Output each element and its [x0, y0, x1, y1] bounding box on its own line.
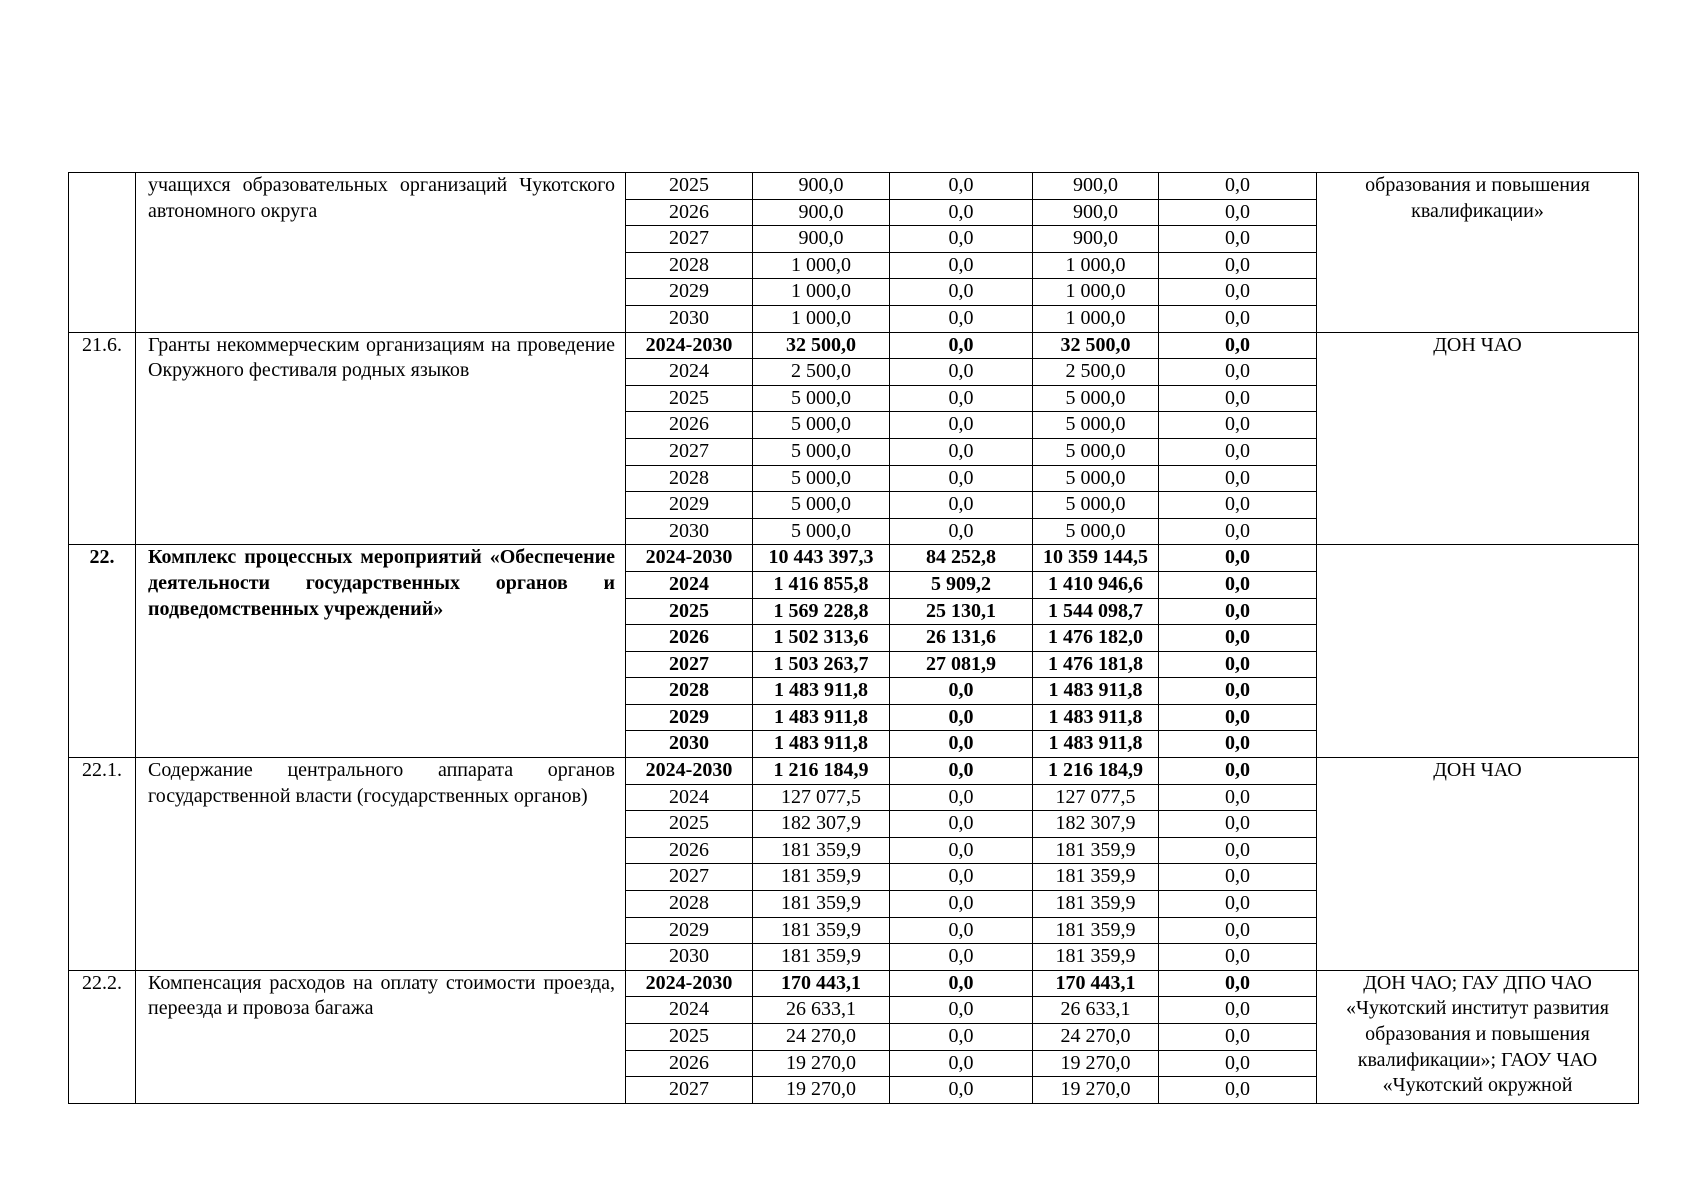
item-name: учащихся образовательных организаций Чукотского автономного округа: [148, 174, 615, 222]
executor-cell: образования и повышения квалификации»: [1317, 173, 1639, 333]
regional-budget-cell: 1 410 946,6: [1033, 571, 1159, 598]
item-name: Комплекс процессных мероприятий «Обеспечение деятельности государственных органов и подведомственных учреждений»: [148, 546, 615, 620]
total-cell: 5 000,0: [753, 438, 890, 465]
year-cell: 2029: [626, 704, 753, 731]
year-cell: 2025: [626, 1024, 753, 1051]
other-sources-cell: 0,0: [1159, 385, 1317, 412]
federal-budget-cell: 0,0: [890, 173, 1033, 200]
regional-budget-cell: 127 077,5: [1033, 784, 1159, 811]
total-cell: 5 000,0: [753, 492, 890, 519]
regional-budget-cell: 900,0: [1033, 199, 1159, 226]
item-name: Гранты некоммерческим организациям на проведение Окружного фестиваля родных языков: [148, 333, 615, 382]
year-cell: 2026: [626, 625, 753, 652]
total-cell: 1 483 911,8: [753, 731, 890, 758]
year-cell: 2025: [626, 385, 753, 412]
other-sources-cell: 0,0: [1159, 518, 1317, 545]
total-cell: 1 000,0: [753, 252, 890, 279]
regional-budget-cell: 182 307,9: [1033, 811, 1159, 838]
executor-cell: [1317, 545, 1639, 758]
total-cell: 170 443,1: [753, 970, 890, 997]
regional-budget-cell: 1 000,0: [1033, 305, 1159, 332]
other-sources-cell: 0,0: [1159, 1024, 1317, 1051]
year-cell: 2029: [626, 492, 753, 519]
year-cell: 2029: [626, 917, 753, 944]
other-sources-cell: 0,0: [1159, 332, 1317, 359]
regional-budget-cell: 1 216 184,9: [1033, 758, 1159, 785]
federal-budget-cell: 0,0: [890, 784, 1033, 811]
total-cell: 1 483 911,8: [753, 704, 890, 731]
federal-budget-cell: 0,0: [890, 997, 1033, 1024]
other-sources-cell: 0,0: [1159, 1077, 1317, 1104]
total-cell: 1 216 184,9: [753, 758, 890, 785]
other-sources-cell: 0,0: [1159, 970, 1317, 997]
total-cell: 5 000,0: [753, 412, 890, 439]
federal-budget-cell: 0,0: [890, 518, 1033, 545]
other-sources-cell: 0,0: [1159, 545, 1317, 572]
other-sources-cell: 0,0: [1159, 784, 1317, 811]
total-cell: 182 307,9: [753, 811, 890, 838]
federal-budget-cell: 0,0: [890, 332, 1033, 359]
item-number: 21.6.: [69, 332, 136, 545]
year-cell: 2026: [626, 412, 753, 439]
year-cell: 2030: [626, 944, 753, 971]
other-sources-cell: 0,0: [1159, 1050, 1317, 1077]
total-cell: 24 270,0: [753, 1024, 890, 1051]
total-cell: 1 416 855,8: [753, 571, 890, 598]
federal-budget-cell: 0,0: [890, 305, 1033, 332]
federal-budget-cell: 5 909,2: [890, 571, 1033, 598]
year-cell: 2030: [626, 731, 753, 758]
regional-budget-cell: 1 476 181,8: [1033, 651, 1159, 678]
item-number: 22.1.: [69, 758, 136, 971]
federal-budget-cell: 0,0: [890, 438, 1033, 465]
year-cell: 2024: [626, 359, 753, 386]
regional-budget-cell: 10 359 144,5: [1033, 545, 1159, 572]
other-sources-cell: 0,0: [1159, 704, 1317, 731]
executor-cell: ДОН ЧАО: [1317, 332, 1639, 545]
other-sources-cell: 0,0: [1159, 279, 1317, 306]
regional-budget-cell: 5 000,0: [1033, 438, 1159, 465]
other-sources-cell: 0,0: [1159, 226, 1317, 253]
other-sources-cell: 0,0: [1159, 678, 1317, 705]
total-cell: 900,0: [753, 199, 890, 226]
federal-budget-cell: 0,0: [890, 678, 1033, 705]
regional-budget-cell: 181 359,9: [1033, 891, 1159, 918]
other-sources-cell: 0,0: [1159, 758, 1317, 785]
year-cell: 2024-2030: [626, 332, 753, 359]
year-cell: 2030: [626, 518, 753, 545]
total-cell: 26 633,1: [753, 997, 890, 1024]
year-cell: 2026: [626, 199, 753, 226]
year-cell: 2028: [626, 465, 753, 492]
year-cell: 2025: [626, 811, 753, 838]
year-cell: 2026: [626, 837, 753, 864]
federal-budget-cell: 0,0: [890, 758, 1033, 785]
regional-budget-cell: 1 000,0: [1033, 279, 1159, 306]
year-cell: 2027: [626, 226, 753, 253]
year-cell: 2025: [626, 173, 753, 200]
year-cell: 2024-2030: [626, 758, 753, 785]
regional-budget-cell: 1 476 182,0: [1033, 625, 1159, 652]
total-cell: 181 359,9: [753, 917, 890, 944]
other-sources-cell: 0,0: [1159, 598, 1317, 625]
regional-budget-cell: 181 359,9: [1033, 917, 1159, 944]
federal-budget-cell: 0,0: [890, 252, 1033, 279]
regional-budget-cell: 900,0: [1033, 226, 1159, 253]
regional-budget-cell: 181 359,9: [1033, 837, 1159, 864]
total-cell: 181 359,9: [753, 837, 890, 864]
year-cell: 2030: [626, 305, 753, 332]
federal-budget-cell: 0,0: [890, 1077, 1033, 1104]
executor-cell: ДОН ЧАО: [1317, 758, 1639, 971]
other-sources-cell: 0,0: [1159, 305, 1317, 332]
other-sources-cell: 0,0: [1159, 731, 1317, 758]
other-sources-cell: 0,0: [1159, 199, 1317, 226]
table-row: [69, 332, 1639, 359]
federal-budget-cell: 27 081,9: [890, 651, 1033, 678]
total-cell: 181 359,9: [753, 891, 890, 918]
other-sources-cell: 0,0: [1159, 492, 1317, 519]
regional-budget-cell: 32 500,0: [1033, 332, 1159, 359]
federal-budget-cell: 0,0: [890, 492, 1033, 519]
federal-budget-cell: 0,0: [890, 385, 1033, 412]
federal-budget-cell: 25 130,1: [890, 598, 1033, 625]
federal-budget-cell: 0,0: [890, 226, 1033, 253]
budget-table: [68, 172, 1639, 1104]
item-name-cell: [136, 758, 626, 971]
federal-budget-cell: 0,0: [890, 811, 1033, 838]
federal-budget-cell: 0,0: [890, 891, 1033, 918]
year-cell: 2026: [626, 1050, 753, 1077]
federal-budget-cell: 0,0: [890, 944, 1033, 971]
table-row: [69, 758, 1639, 785]
table-row: [69, 545, 1639, 572]
year-cell: 2027: [626, 438, 753, 465]
other-sources-cell: 0,0: [1159, 173, 1317, 200]
total-cell: 1 000,0: [753, 279, 890, 306]
item-name-cell: [136, 545, 626, 758]
item-name: Содержание центрального аппарата органов государственной власти (государственных органов): [148, 759, 615, 807]
federal-budget-cell: 0,0: [890, 837, 1033, 864]
regional-budget-cell: 5 000,0: [1033, 518, 1159, 545]
table-body: [69, 173, 1639, 1104]
federal-budget-cell: 0,0: [890, 279, 1033, 306]
total-cell: 32 500,0: [753, 332, 890, 359]
total-cell: 5 000,0: [753, 465, 890, 492]
other-sources-cell: 0,0: [1159, 412, 1317, 439]
regional-budget-cell: 5 000,0: [1033, 465, 1159, 492]
regional-budget-cell: 1 000,0: [1033, 252, 1159, 279]
year-cell: 2027: [626, 651, 753, 678]
other-sources-cell: 0,0: [1159, 864, 1317, 891]
federal-budget-cell: 0,0: [890, 359, 1033, 386]
regional-budget-cell: 5 000,0: [1033, 385, 1159, 412]
other-sources-cell: 0,0: [1159, 359, 1317, 386]
other-sources-cell: 0,0: [1159, 625, 1317, 652]
total-cell: 900,0: [753, 226, 890, 253]
federal-budget-cell: 0,0: [890, 412, 1033, 439]
regional-budget-cell: 19 270,0: [1033, 1050, 1159, 1077]
item-name-cell: [136, 173, 626, 333]
year-cell: 2024: [626, 997, 753, 1024]
total-cell: 19 270,0: [753, 1077, 890, 1104]
other-sources-cell: 0,0: [1159, 944, 1317, 971]
regional-budget-cell: 1 483 911,8: [1033, 731, 1159, 758]
regional-budget-cell: 24 270,0: [1033, 1024, 1159, 1051]
total-cell: 10 443 397,3: [753, 545, 890, 572]
item-name: Компенсация расходов на оплату стоимости проезда, переезда и провоза багажа: [148, 971, 615, 1020]
federal-budget-cell: 0,0: [890, 1050, 1033, 1077]
year-cell: 2025: [626, 598, 753, 625]
federal-budget-cell: 26 131,6: [890, 625, 1033, 652]
regional-budget-cell: 2 500,0: [1033, 359, 1159, 386]
other-sources-cell: 0,0: [1159, 252, 1317, 279]
other-sources-cell: 0,0: [1159, 651, 1317, 678]
total-cell: 19 270,0: [753, 1050, 890, 1077]
federal-budget-cell: 0,0: [890, 731, 1033, 758]
year-cell: 2027: [626, 1077, 753, 1104]
regional-budget-cell: 1 483 911,8: [1033, 678, 1159, 705]
other-sources-cell: 0,0: [1159, 571, 1317, 598]
federal-budget-cell: 0,0: [890, 199, 1033, 226]
table-row: [69, 970, 1639, 997]
other-sources-cell: 0,0: [1159, 465, 1317, 492]
regional-budget-cell: 26 633,1: [1033, 997, 1159, 1024]
total-cell: 5 000,0: [753, 385, 890, 412]
federal-budget-cell: 0,0: [890, 970, 1033, 997]
year-cell: 2029: [626, 279, 753, 306]
total-cell: 1 483 911,8: [753, 678, 890, 705]
federal-budget-cell: 0,0: [890, 704, 1033, 731]
regional-budget-cell: 5 000,0: [1033, 412, 1159, 439]
total-cell: 900,0: [753, 173, 890, 200]
item-number: 22.: [69, 545, 136, 758]
executor-cell: ДОН ЧАО; ГАУ ДПО ЧАО «Чукотский институт развития образования и повышения квалификации»; ГАОУ ЧАО «Чукотский окружной: [1317, 970, 1639, 1103]
total-cell: 1 569 228,8: [753, 598, 890, 625]
total-cell: 127 077,5: [753, 784, 890, 811]
item-name-cell: [136, 332, 626, 545]
other-sources-cell: 0,0: [1159, 917, 1317, 944]
regional-budget-cell: 1 483 911,8: [1033, 704, 1159, 731]
regional-budget-cell: 1 544 098,7: [1033, 598, 1159, 625]
total-cell: 2 500,0: [753, 359, 890, 386]
federal-budget-cell: 0,0: [890, 864, 1033, 891]
year-cell: 2028: [626, 678, 753, 705]
total-cell: 1 000,0: [753, 305, 890, 332]
year-cell: 2024: [626, 784, 753, 811]
regional-budget-cell: 181 359,9: [1033, 864, 1159, 891]
other-sources-cell: 0,0: [1159, 438, 1317, 465]
other-sources-cell: 0,0: [1159, 837, 1317, 864]
total-cell: 181 359,9: [753, 864, 890, 891]
year-cell: 2024-2030: [626, 545, 753, 572]
year-cell: 2028: [626, 252, 753, 279]
total-cell: 181 359,9: [753, 944, 890, 971]
regional-budget-cell: 19 270,0: [1033, 1077, 1159, 1104]
regional-budget-cell: 170 443,1: [1033, 970, 1159, 997]
federal-budget-cell: 0,0: [890, 1024, 1033, 1051]
regional-budget-cell: 181 359,9: [1033, 944, 1159, 971]
year-cell: 2028: [626, 891, 753, 918]
year-cell: 2024-2030: [626, 970, 753, 997]
regional-budget-cell: 5 000,0: [1033, 492, 1159, 519]
federal-budget-cell: 0,0: [890, 465, 1033, 492]
item-number: 22.2.: [69, 970, 136, 1103]
total-cell: 5 000,0: [753, 518, 890, 545]
total-cell: 1 502 313,6: [753, 625, 890, 652]
federal-budget-cell: 84 252,8: [890, 545, 1033, 572]
total-cell: 1 503 263,7: [753, 651, 890, 678]
year-cell: 2024: [626, 571, 753, 598]
federal-budget-cell: 0,0: [890, 917, 1033, 944]
other-sources-cell: 0,0: [1159, 997, 1317, 1024]
year-cell: 2027: [626, 864, 753, 891]
regional-budget-cell: 900,0: [1033, 173, 1159, 200]
item-name-cell: [136, 970, 626, 1103]
other-sources-cell: 0,0: [1159, 891, 1317, 918]
other-sources-cell: 0,0: [1159, 811, 1317, 838]
table-row: [69, 173, 1639, 200]
item-number: [69, 173, 136, 333]
